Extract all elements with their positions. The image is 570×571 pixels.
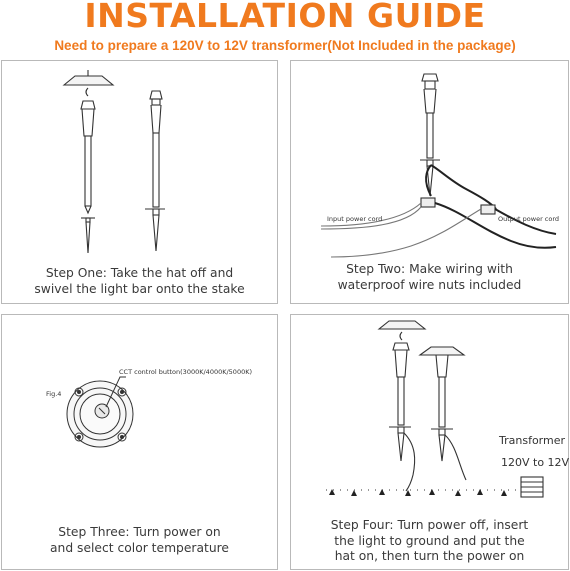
step-three-caption (2, 525, 277, 556)
caption-line: swivel the light bar onto the stake (34, 281, 245, 296)
caption-line: hat on, then turn the power on (334, 549, 525, 563)
step-one-caption (2, 266, 277, 297)
cct-button-label: CCT control button(3000K/4000K/5000K) (119, 368, 253, 376)
step-three-panel (1, 314, 278, 570)
caption-line: waterproof wire nuts included (337, 277, 522, 292)
step-one-panel (1, 60, 278, 304)
step-four-caption (291, 518, 568, 565)
caption-line: Step Three: Turn power on (58, 525, 221, 539)
caption-line: Step Two: Make wiring with (346, 262, 513, 276)
page-subtitle: Need to prepare a 120V to 12V transformer(Not Included in the package) (54, 38, 516, 53)
caption-line: Step One: Take the hat off and (45, 266, 234, 280)
page-title: INSTALLATION GUIDE (84, 0, 486, 35)
transformer-label: Transformer (499, 434, 566, 447)
step-two-panel (290, 60, 569, 304)
fig-label: Fig.4 (46, 390, 62, 398)
output-power-cord-label: Output power cord (498, 215, 560, 223)
voltage-label: 120V to 12V (501, 456, 570, 469)
step-two-caption (291, 262, 568, 293)
caption-line: and select color temperature (50, 540, 229, 555)
input-power-cord-label: Input power cord (327, 215, 383, 223)
caption-line: Step Four: Turn power off, insert (330, 518, 529, 532)
step-four-panel (290, 314, 569, 570)
caption-line: the light to ground and put the (334, 533, 525, 548)
